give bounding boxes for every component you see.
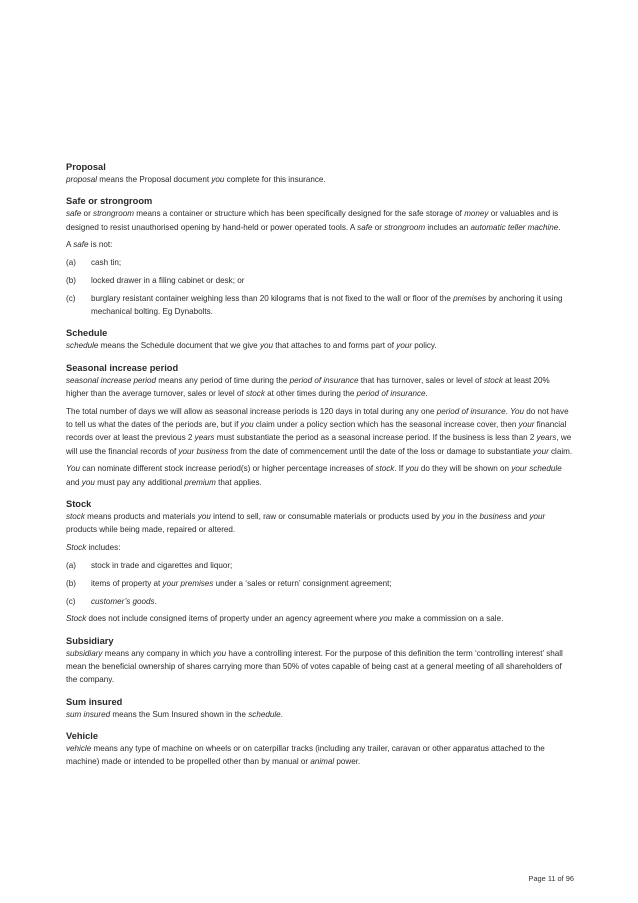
list-item — [66, 577, 574, 590]
term-definition: stock means products and materials you intend to sell, raw or consumable materials or products used by you in the business and your products while being made, repaired or altered. — [66, 512, 546, 535]
entry-subsidiary — [66, 635, 574, 687]
list-item-text: stock in trade and cigarettes and liquor; — [91, 560, 233, 570]
term-heading: Seasonal increase period — [66, 362, 179, 373]
term-heading: Stock — [66, 499, 92, 510]
term-heading: Subsidiary — [66, 635, 114, 646]
body-paragraph: The total number of days we will allow as seasonal increase periods is 120 days in total during any one period of insurance. You do not have to tell us what the dates of the periods are, but if you claim under a policy section which has the seasonal increase cover, then your financial records over at least the previous 2 years must substantiate the period as a seasonal increase period. If the business is less than 2 years, we will use the financial records of your business from the date of commencement until the date of the loss or damage to substantiate your claim. — [66, 406, 573, 456]
glossary-content — [66, 161, 574, 777]
list-item-label: (a) — [66, 258, 76, 268]
term-definition: vehicle means any type of machine on wheels or on caterpillar tracks (including any trailer, caravan or other apparatus attached to the machine) made or intended to be propelled other than by manual or animal power. — [66, 743, 545, 767]
list-item-text: cash tin; — [91, 258, 122, 268]
term-definition: sum insured means the Sum Insured shown in the schedule. — [66, 709, 283, 719]
list-item-text: burglary resistant container weighing less than 20 kilograms that is not fixed to the wall or floor of the premises by anchoring it using mechanical bolting. Eg Dynabolts. — [91, 293, 563, 317]
list-item-text: items of property at your premises under a ‘sales or return’ consignment agreement; — [91, 578, 392, 588]
page-number: Page 11 of 96 — [528, 874, 574, 883]
list-intro: A safe is not: — [66, 240, 113, 250]
list-item — [66, 256, 574, 269]
term-definition: schedule means the Schedule document that we give you that attaches to and forms part of your policy. — [66, 341, 437, 351]
entry-proposal — [66, 161, 574, 186]
body-paragraph: Stock does not include consigned items of property under an agency agreement where you make a commission on a sale. — [66, 614, 504, 624]
list-item-label: (c) — [66, 596, 76, 606]
body-paragraph: You can nominate different stock increase period(s) or higher percentage increases of stock. If you do they will be shown on your schedule and you must pay any additional premium that applies. — [66, 464, 562, 487]
entry-stock — [66, 498, 574, 626]
term-heading: Proposal — [66, 162, 106, 172]
term-definition: seasonal increase period means any period of time during the period of insurance that has turnover, sales or level of stock at least 20% higher than the average turnover, sales or level of stock at other times during the period of insurance. — [66, 375, 550, 398]
list-item-label: (c) — [66, 293, 76, 303]
list-item-text: locked drawer in a filing cabinet or desk; or — [91, 275, 245, 285]
term-heading: Sum insured — [66, 696, 123, 707]
term-heading: Vehicle — [66, 730, 99, 741]
term-definition: proposal means the Proposal document you complete for this insurance. — [66, 175, 326, 184]
term-definition: subsidiary means any company in which you have a controlling interest. For the purpose of this definition the term ‘controlling interest’ shall mean the beneficial ownership of shares carrying more than 50% of votes capable of being cast at a general meeting of all shareholders of the company. — [66, 648, 563, 685]
term-heading: Schedule — [66, 328, 108, 339]
entry-sum-insured — [66, 696, 574, 721]
list-item — [66, 559, 574, 572]
list-item-text: customer’s goods. — [91, 596, 157, 606]
entry-seasonal-increase-period — [66, 362, 574, 489]
list-item — [66, 274, 574, 287]
list-item — [66, 595, 574, 608]
entry-schedule — [66, 327, 574, 352]
list-intro: Stock includes: — [66, 543, 121, 553]
list-item-label: (b) — [66, 578, 76, 588]
list-item-label: (a) — [66, 560, 76, 570]
term-heading: Safe or strongroom — [66, 196, 153, 207]
list-item — [66, 292, 574, 319]
list-item-label: (b) — [66, 275, 76, 285]
term-definition: safe or strongroom means a container or structure which has been specifically designed for the safe storage of money or valuables and is designed to resist unauthorised opening by hand-held or power operated tools. A safe or strongroom includes an automatic teller machine. — [66, 209, 561, 232]
entry-safe — [66, 195, 574, 318]
entry-vehicle — [66, 730, 574, 769]
